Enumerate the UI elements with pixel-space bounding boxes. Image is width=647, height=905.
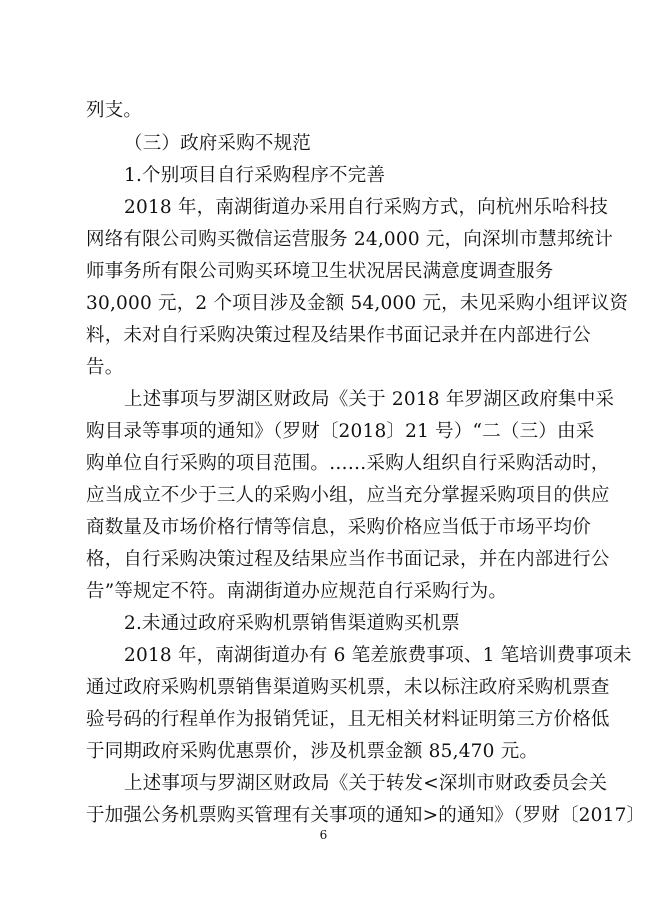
text-line: 上述事项与罗湖区财政局《关于转发<深圳市财政委员会关 xyxy=(124,773,608,794)
text-line: 商数量及市场价格行情等信息，采购价格应当低于市场平均价 xyxy=(86,517,591,538)
page-number: 6 xyxy=(319,828,328,842)
text-line: 购目录等事项的通知》（罗财〔2018〕21 号）“二（三）由采 xyxy=(86,421,595,442)
text-line: 师事务所有限公司购买环境卫生状况居民满意度调查服务 xyxy=(86,261,554,282)
text-line: 2018 年，南湖街道办采用自行采购方式，向杭州乐哈科技 xyxy=(124,197,609,218)
text-line: 上述事项与罗湖区财政局《关于 2018 年罗湖区政府集中采 xyxy=(124,389,615,410)
text-line: 2018 年，南湖街道办有 6 笔差旅费事项、1 笔培训费事项未 xyxy=(124,645,632,666)
text-line: 网络有限公司购买微信运营服务 24,000 元，向深圳市慧邦统计 xyxy=(86,229,613,250)
text-line: 告。 xyxy=(86,357,124,378)
section-heading: （三）政府采购不规范 xyxy=(124,133,312,154)
text-line: 应当成立不少于三人的采购小组，应当充分掌握采购项目的供应 xyxy=(86,485,610,506)
text-line: 于同期政府采购优惠票价，涉及机票金额 85,470 元。 xyxy=(86,741,539,762)
text-line: 通过政府采购机票销售渠道购买机票，未以标注政府采购机票查 xyxy=(86,677,610,698)
subsection-heading: 2.未通过政府采购机票销售渠道购买机票 xyxy=(124,613,460,634)
text-line: 列支。 xyxy=(86,100,143,121)
text-line: 验号码的行程单作为报销凭证，且无相关材料证明第三方价格低 xyxy=(86,709,610,730)
text-line: 30,000 元，2 个项目涉及金额 54,000 元，未见采购小组评议资 xyxy=(86,293,629,314)
text-line: 格，自行采购决策过程及结果应当作书面记录，并在内部进行公 xyxy=(86,549,610,570)
text-line: 告”等规定不符。南湖街道办应规范自行采购行为。 xyxy=(86,581,508,602)
text-line: 料，未对自行采购决策过程及结果作书面记录并在内部进行公 xyxy=(86,325,591,346)
text-line: 购单位自行采购的项目范围。……采购人组织自行采购活动时， xyxy=(86,453,610,474)
subsection-heading: 1.个别项目自行采购程序不完善 xyxy=(124,165,386,186)
text-line: 于加强公务机票购买管理有关事项的通知>的通知》（罗财〔2017〕 xyxy=(86,805,646,826)
